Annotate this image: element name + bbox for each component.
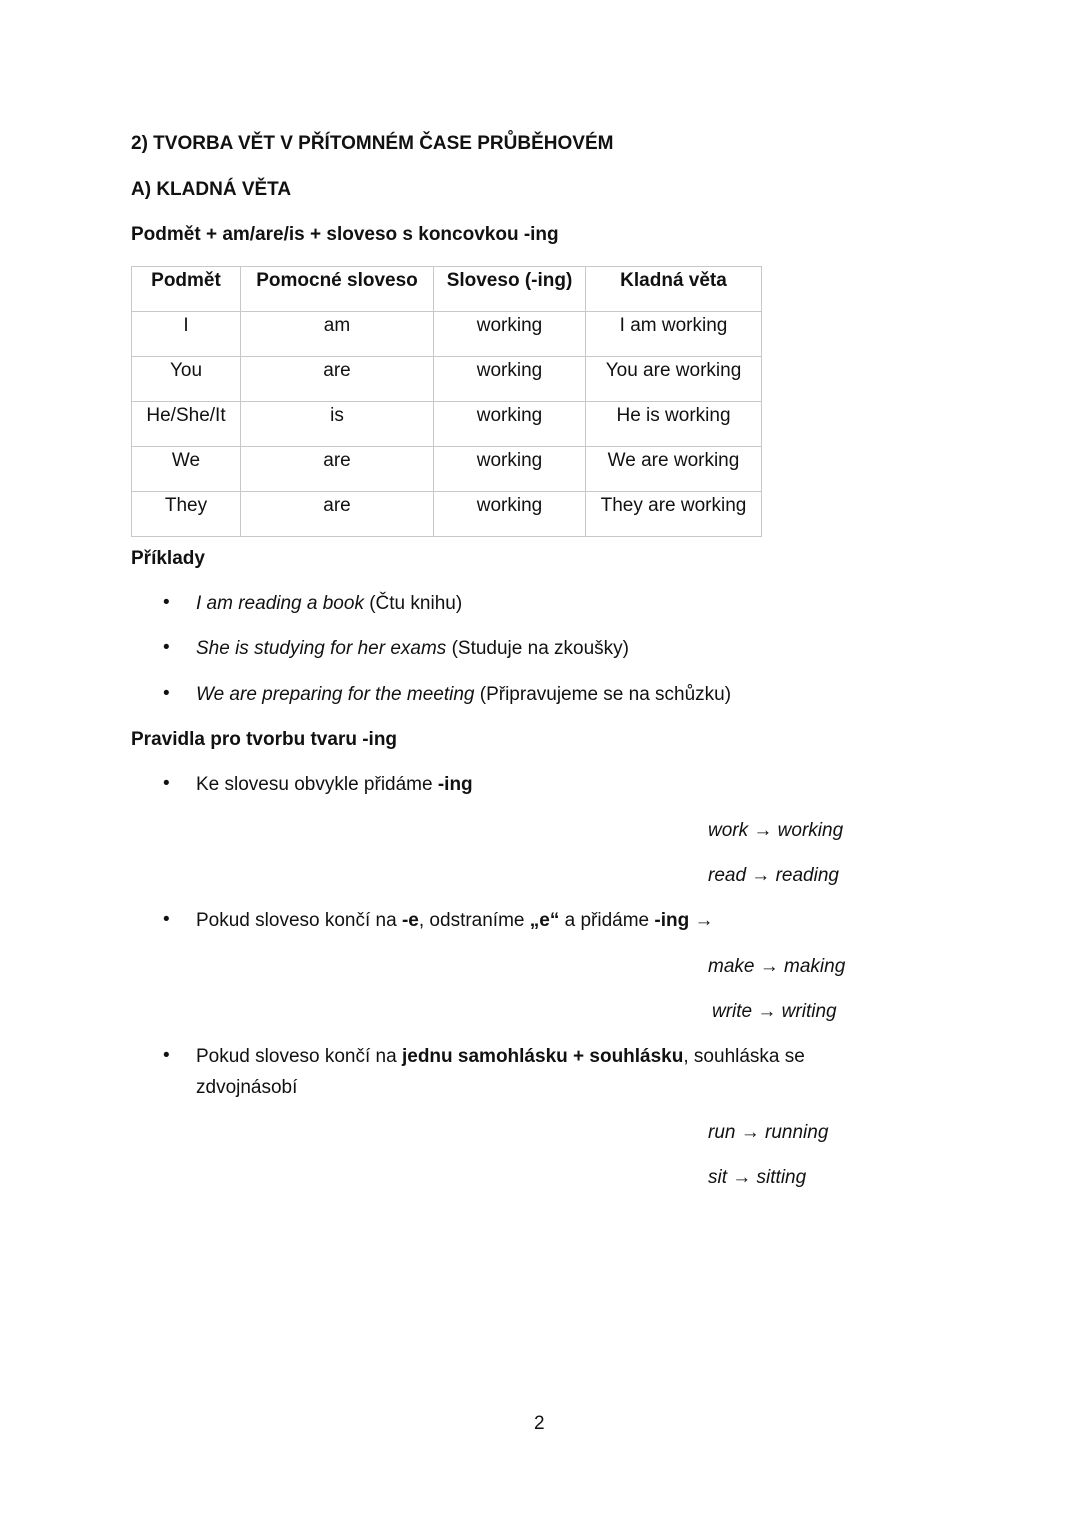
rule-bold: -ing bbox=[437, 774, 473, 795]
example-cz: (Připravujeme se na schůzku) bbox=[474, 684, 732, 705]
rule-example: read → reading bbox=[708, 865, 839, 886]
rule-example: run → running bbox=[708, 1122, 829, 1143]
subsection-heading: A) KLADNÁ VĚTA bbox=[131, 179, 292, 200]
header-cell: Sloveso (-ing) bbox=[434, 267, 586, 312]
rules-title: Pravidla pro tvorbu tvaru -ing bbox=[131, 729, 398, 750]
table-cell: You are working bbox=[586, 357, 762, 402]
rule-item bbox=[196, 1045, 805, 1069]
bullet-icon: • bbox=[163, 1045, 170, 1066]
page-number: 2 bbox=[534, 1413, 545, 1434]
table-cell: I am working bbox=[586, 312, 762, 357]
table-row bbox=[132, 402, 762, 447]
table-cell: working bbox=[434, 447, 586, 492]
table-row bbox=[132, 357, 762, 402]
section-heading: 2) TVORBA VĚT V PŘÍTOMNÉM ČASE PRŮBĚHOVÉM bbox=[131, 133, 614, 154]
rule-text: Pokud sloveso končí na bbox=[196, 910, 402, 931]
header-cell: Kladná věta bbox=[586, 267, 762, 312]
bullet-icon: • bbox=[163, 592, 170, 613]
table-row bbox=[132, 312, 762, 357]
table-cell: We bbox=[132, 447, 241, 492]
table-header-row bbox=[132, 267, 762, 312]
rule-text: , odstraníme bbox=[418, 910, 530, 931]
table-cell: working bbox=[434, 492, 586, 537]
table-cell: I bbox=[132, 312, 241, 357]
table-row bbox=[132, 447, 762, 492]
table-cell: working bbox=[434, 312, 586, 357]
rule-bold: -e bbox=[401, 910, 419, 931]
table-cell: You bbox=[132, 357, 241, 402]
table-cell: He is working bbox=[586, 402, 762, 447]
bullet-icon: • bbox=[163, 773, 170, 794]
table-cell: He/She/It bbox=[132, 402, 241, 447]
table-cell: is bbox=[241, 402, 434, 447]
bullet-icon: • bbox=[163, 637, 170, 658]
bullet-icon: • bbox=[163, 683, 170, 704]
table-cell: are bbox=[241, 492, 434, 537]
bullet-icon: • bbox=[163, 909, 170, 930]
example-en: I am reading a book bbox=[196, 593, 364, 614]
header-cell: Pomocné sloveso bbox=[241, 267, 434, 312]
rule-example: write → writing bbox=[712, 1001, 837, 1022]
rule-text: a přidáme bbox=[559, 910, 655, 931]
example-en: We are preparing for the meeting bbox=[196, 684, 475, 705]
rule-text: Pokud sloveso končí na bbox=[196, 1046, 402, 1067]
rule-bold: -ing bbox=[654, 910, 690, 931]
rule-text: Ke slovesu obvykle přidáme bbox=[196, 774, 438, 795]
example-cz: (Studuje na zkoušky) bbox=[446, 638, 629, 659]
table-cell: They are working bbox=[586, 492, 762, 537]
rule-bold: „e“ bbox=[529, 910, 560, 931]
table-cell: working bbox=[434, 357, 586, 402]
rule-text-continued: zdvojnásobí bbox=[196, 1077, 298, 1098]
table-cell: are bbox=[241, 447, 434, 492]
rule-example: sit → sitting bbox=[708, 1167, 807, 1188]
table-cell: They bbox=[132, 492, 241, 537]
arrow-icon: → bbox=[689, 910, 714, 931]
table-cell: working bbox=[434, 402, 586, 447]
rule-text: , souhláska se bbox=[683, 1046, 805, 1067]
rule-item bbox=[196, 773, 473, 797]
header-cell: Podmět bbox=[132, 267, 241, 312]
table-cell: We are working bbox=[586, 447, 762, 492]
rule-example: work → working bbox=[708, 820, 844, 841]
table-row bbox=[132, 492, 762, 537]
conjugation-table bbox=[131, 266, 762, 537]
table-cell: are bbox=[241, 357, 434, 402]
formula: Podmět + am/are/is + sloveso s koncovkou -ing bbox=[131, 224, 559, 245]
example-item bbox=[196, 592, 462, 616]
rule-item bbox=[196, 909, 714, 933]
table-cell: am bbox=[241, 312, 434, 357]
examples-title: Příklady bbox=[131, 548, 205, 569]
example-cz: (Čtu knihu) bbox=[363, 593, 463, 614]
example-en: She is studying for her exams bbox=[196, 638, 447, 659]
rule-example: make → making bbox=[708, 956, 846, 977]
rule-bold: jednu samohlásku + souhlásku bbox=[401, 1046, 684, 1067]
example-item bbox=[196, 637, 629, 661]
example-item bbox=[196, 683, 731, 707]
